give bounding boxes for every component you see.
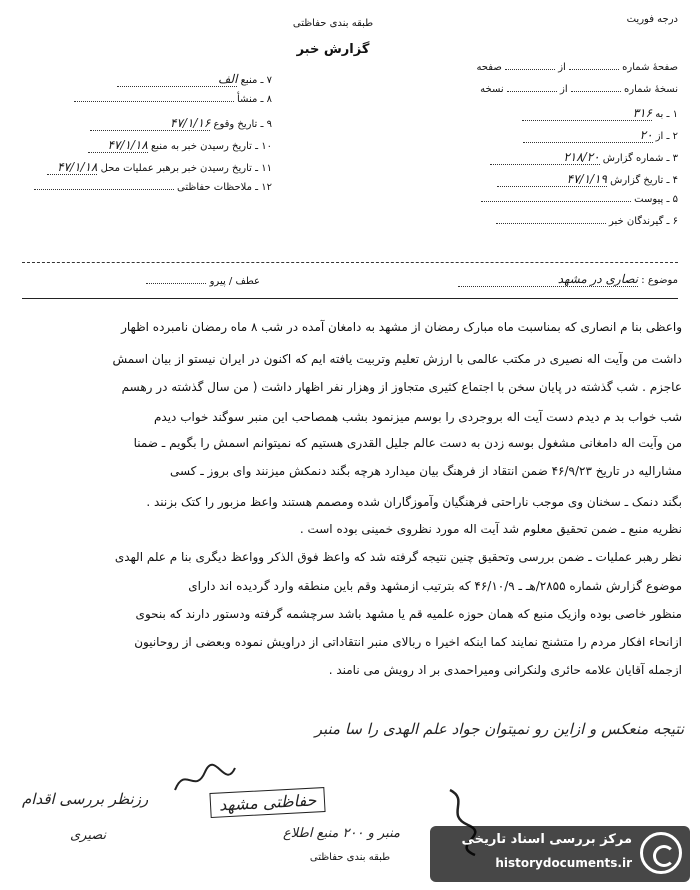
body-line: موضوع گزارش شماره ۲۸۵۵/هـ ـ ۴۶/۱۰/۹ که بترتیب ازمشهد وقم باین منطقه وارد گردیده اند دارای (188, 579, 682, 593)
field-report-date: ۴ ـ تاریخ گزارش ۴۷/۱/۱۹ (497, 172, 678, 187)
field-security-notes: ۱۲ ـ ملاحظات حفاظتی (34, 182, 272, 193)
subject-divider (22, 298, 678, 299)
body-line: ازانحاء افکار مردم را متشنج نمایند کما اینکه اخیرا ه ربالای منبر انتقاداتی از دراویش نموده وبعضی از روحانیون (134, 635, 682, 649)
body-line: بگند دنمک ـ سخنان وی موجب ناراحتی فرهنگیان وآموزگاران شده ومصمم هستند واعظ مزبور را کتک بزنند . (146, 495, 682, 509)
field-source: ۷ ـ منبع الف (117, 72, 272, 87)
signature-scribble (170, 760, 240, 800)
document-title: گزارش خبر (296, 42, 370, 57)
priority-label: درجه فوریت (626, 14, 678, 25)
handwritten-signature: نصیری (70, 828, 107, 843)
archive-logo-icon (640, 832, 682, 874)
body-line: واعظی بنا م انصاری که بمناسبت ماه مبارک رمضان از مشهد به دامغان آمده در شب ۸ ماه رمضان نامبرده اظهار (121, 320, 682, 334)
handwritten-note: منبر و ۲۰۰ منبع اطلاع (283, 826, 400, 841)
page-number-field: صفحهٔ شماره از صفحه (476, 62, 678, 73)
classification-top: طبقه بندی حفاظتی (292, 18, 374, 29)
field-occurrence-date: ۹ ـ تاریخ وقوع ۴۷/۱/۱۶ (90, 116, 272, 131)
watermark-url: historydocuments.ir (495, 856, 632, 870)
field-to: ۱ ـ به ۳۱۶ (522, 106, 678, 121)
body-line: عاجزم . شب گذشته در پایان سخن با اجتماع کثیری متجاوز از وهزار نفر اظهار داشت ( من سال گذشته در رهسم (121, 380, 682, 394)
field-attachment: ۵ ـ پیوست (481, 194, 678, 205)
handwritten-note: نتیجه منعکس و ازاین رو نمیتوان جواد علم الهدی را سا منبر (314, 720, 684, 738)
header-divider (22, 262, 678, 263)
handwritten-directive: رزنظر بررسی اقدام (22, 790, 149, 808)
classification-bottom: طبقه بندی حفاظتی (309, 852, 391, 863)
subject-field: موضوع : نصاری در مشهد (458, 272, 678, 287)
body-line: منظور خاصی بوده وازیک منبع که همان حوزه علمیه قم یا مشهد باشد سرچشمه گرفته ودستور دارند که بنحوی (135, 607, 682, 621)
field-date-received-source: ۱۰ ـ تاریخ رسیدن خبر به منبع ۴۷/۱/۱۸ (88, 138, 272, 153)
handwritten-stamp-note: حفاظتی مشهد (209, 787, 326, 818)
body-line: ازجمله آقایان علامه حائری ولنکرانی ومیراحمدی بر اد رویش می نامند . (328, 663, 682, 677)
field-report-number: ۳ ـ شماره گزارش ۲۱۸/۲۰ (490, 150, 678, 165)
field-recipients: ۶ ـ گیرندگان خبر (496, 216, 678, 227)
field-origin: ۸ ـ منشأ (74, 94, 272, 105)
reference-field: عطف / پیرو (146, 276, 260, 287)
body-line: نظر رهبر عملیات ـ ضمن بررسی وتحقیق چنین نتیجه گرفته شد که واعظ فوق الذکر وواعظ دیگری بنا م علم الهدی (114, 550, 682, 564)
body-line: نظریه منبع ـ ضمن تحقیق معلوم شد آیت اله مورد نظروی خمینی بوده است . (299, 522, 682, 536)
body-line: شب خواب بد م دیدم دست آیت اله بروجردی را بوسم میزنمود بشب همصاحب این منبر سوگند خواب دیدم (153, 410, 682, 424)
body-line: داشت من وآیت اله نصیری در مکتب عالمی با ارزش تعلیم وتربیت یافته ایم که اکنون در ایران نیستو از بیان اسمش (112, 352, 682, 366)
body-line: مشارالیه در تاریخ ۴۶/۹/۲۳ ضمن انتقاد از فرهنگ بیان میدارد هرچه بگند دنمکش میزنند وای بروز ـ کسی (169, 464, 682, 478)
watermark-badge (430, 826, 690, 882)
copy-number-field: نسخهٔ شماره از نسخه (480, 84, 678, 95)
watermark-title: مرکز بررسی اسناد تاریخی (461, 832, 632, 847)
field-from: ۲ ـ از ۲۰ (523, 128, 678, 143)
field-date-received-leader: ۱۱ ـ تاریخ رسیدن خبر برهبر عملیات محل ۴۷/۱/۱۸ (47, 160, 272, 175)
body-line: من وآیت اله دامغانی مشغول بوسه زدن به دست عالم جلیل القدری هستیم که نمیتوانم اسمش را بگویم ـ ضمنا (133, 436, 682, 450)
